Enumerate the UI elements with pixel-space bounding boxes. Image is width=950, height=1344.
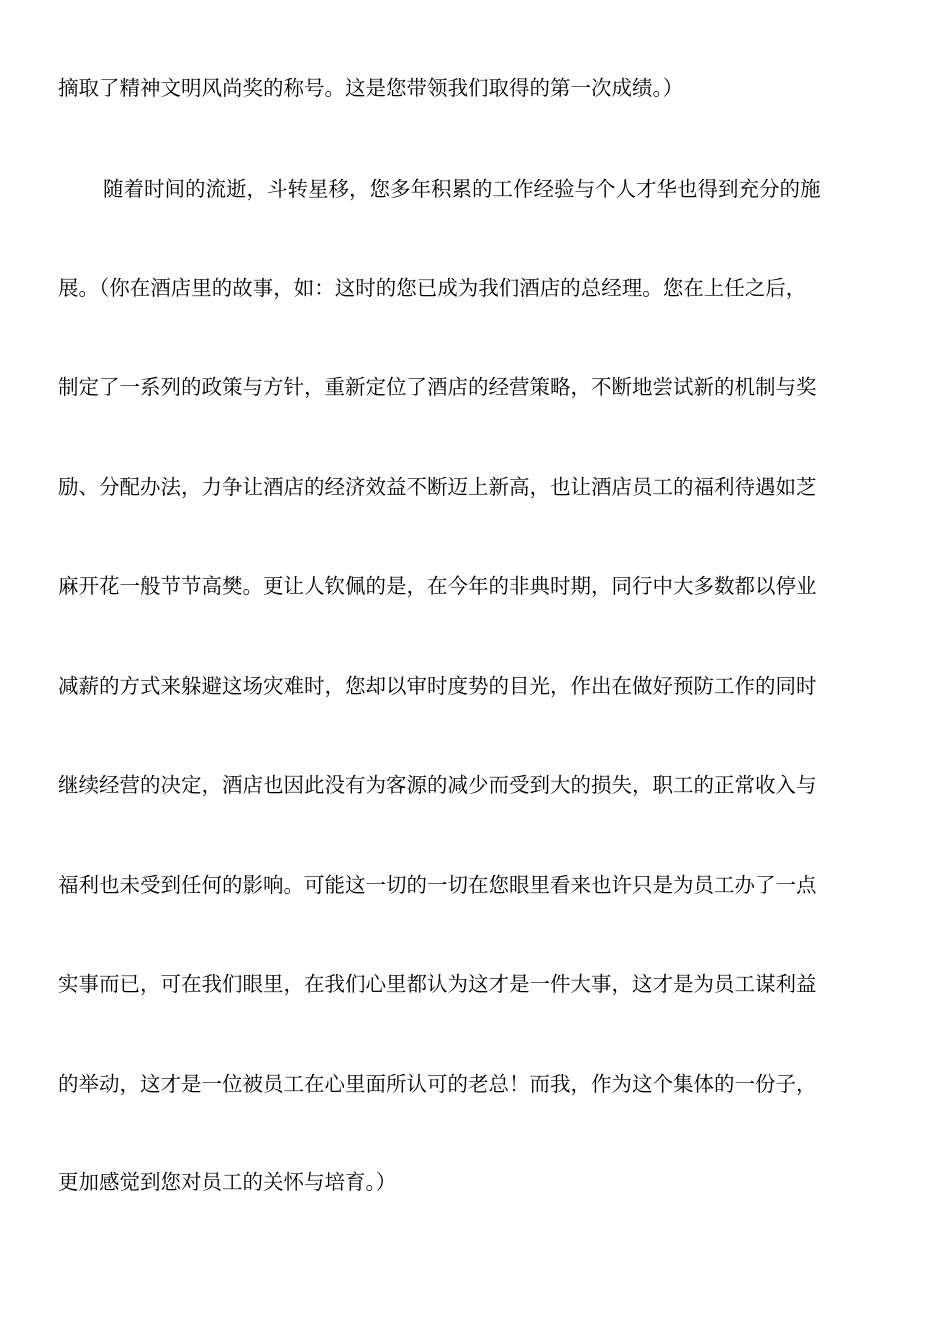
paragraph-line-4: 制定了一系列的政策与方针，重新定位了酒店的经营策略，不断地尝试新的机制与奖 [58, 375, 817, 399]
paragraph-line-1: 摘取了精神文明风尚奖的称号。这是您带领我们取得的第一次成绩。） [58, 76, 684, 100]
paragraph-line-10: 实事而已，可在我们眼里，在我们心里都认为这才是一件大事，这才是为员工谋利益 [58, 972, 817, 996]
paragraph-line-9: 福利也未受到任何的影响。可能这一切的一切在您眼里看来也许只是为员工办了一点 [58, 873, 817, 897]
paragraph-line-3: 展。（你在酒店里的故事，如：这时的您已成为我们酒店的总经理。您在上任之后， [58, 276, 807, 300]
paragraph-line-6: 麻开花一般节节高樊。更让人钦佩的是，在今年的非典时期，同行中大多数都以停业 [58, 574, 817, 598]
paragraph-line-11: 的举动，这才是一位被员工在心里面所认可的老总！而我，作为这个集体的一份子， [58, 1072, 817, 1096]
paragraph-line-2: 随着时间的流逝，斗转星移，您多年积累的工作经验与个人才华也得到充分的施 [103, 177, 821, 201]
paragraph-line-8: 继续经营的决定，酒店也因此没有为客源的减少而受到大的损失，职工的正常收入与 [58, 773, 817, 797]
paragraph-line-7: 减薪的方式来躲避这场灾难时，您却以审时度势的目光，作出在做好预防工作的同时 [58, 674, 817, 698]
paragraph-line-12: 更加感觉到您对员工的关怀与培育。） [58, 1170, 397, 1194]
paragraph-line-5: 励、分配办法，力争让酒店的经济效益不断迈上新高，也让酒店员工的福利待遇如芝 [58, 475, 817, 499]
